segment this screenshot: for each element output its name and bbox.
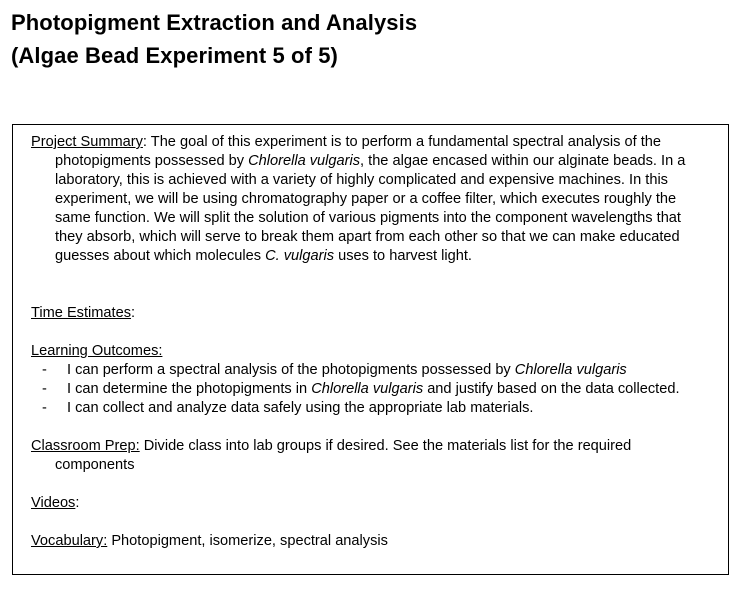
learning-outcomes-heading: Learning Outcomes: bbox=[31, 343, 163, 359]
outcome-text: I can perform a spectral analysis of the photopigments possessed by bbox=[67, 362, 515, 378]
learning-outcome-item bbox=[31, 361, 707, 380]
vocabulary-section bbox=[31, 532, 707, 551]
project-summary-text-3: uses to harvest light. bbox=[334, 248, 472, 264]
time-estimates-section bbox=[31, 304, 707, 323]
outcome-text: I can determine the photopigments in bbox=[67, 381, 312, 397]
species-name: Chlorella vulgaris bbox=[248, 153, 361, 169]
page-title bbox=[11, 6, 417, 72]
videos-heading: Videos bbox=[31, 495, 76, 511]
learning-outcome-item bbox=[31, 380, 707, 399]
learning-outcomes-section bbox=[31, 342, 707, 361]
videos-colon: : bbox=[75, 495, 80, 511]
time-estimates-colon: : bbox=[131, 305, 136, 321]
project-summary-text-1: The goal of this experiment is to perform a fundamental spectral analysis of the photopigments possessed by bbox=[55, 134, 662, 169]
project-summary-heading: Project Summary bbox=[31, 134, 143, 150]
learning-outcomes-list bbox=[31, 361, 707, 418]
list-bullet: - bbox=[42, 362, 47, 378]
learning-outcome-item bbox=[31, 399, 707, 418]
project-summary-colon: : bbox=[142, 134, 151, 150]
species-short-name: C. vulgaris bbox=[265, 248, 335, 264]
videos-section bbox=[31, 494, 707, 513]
title-line-2: (Algae Bead Experiment 5 of 5) bbox=[11, 43, 338, 68]
project-summary-text-2: , the algae encased within our alginate beads. In a laboratory, this is achieved with a variety of highly complicated and expensive machines. In this experiment, we will be using chromatography paper or a coffee filter, which executes roughly the same function. We will split the solution of various pigments into the component wavelengths that they absorb, which will serve to break them apart from each other so that we can make educated guesses about which molecules bbox=[55, 153, 686, 264]
outcome-species: Chlorella vulgaris bbox=[311, 381, 424, 397]
list-bullet: - bbox=[42, 381, 47, 397]
project-summary-section bbox=[31, 133, 707, 266]
classroom-prep-heading: Classroom Prep: bbox=[31, 438, 140, 454]
vocabulary-text: Photopigment, isomerize, spectral analysis bbox=[107, 533, 388, 549]
list-bullet: - bbox=[42, 400, 47, 416]
lesson-overview-box bbox=[12, 124, 729, 575]
outcome-text: I can collect and analyze data safely using the appropriate lab materials. bbox=[67, 400, 534, 416]
vocabulary-heading: Vocabulary: bbox=[31, 533, 108, 549]
classroom-prep-section bbox=[31, 437, 707, 475]
time-estimates-heading: Time Estimates bbox=[31, 305, 132, 321]
outcome-species: Chlorella vulgaris bbox=[514, 362, 627, 378]
classroom-prep-text: Divide class into lab groups if desired. See the materials list for the required components bbox=[55, 438, 632, 473]
lesson-overview-content bbox=[31, 133, 707, 551]
title-line-1: Photopigment Extraction and Analysis bbox=[11, 10, 418, 35]
outcome-text-end: and justify based on the data collected. bbox=[423, 381, 680, 397]
